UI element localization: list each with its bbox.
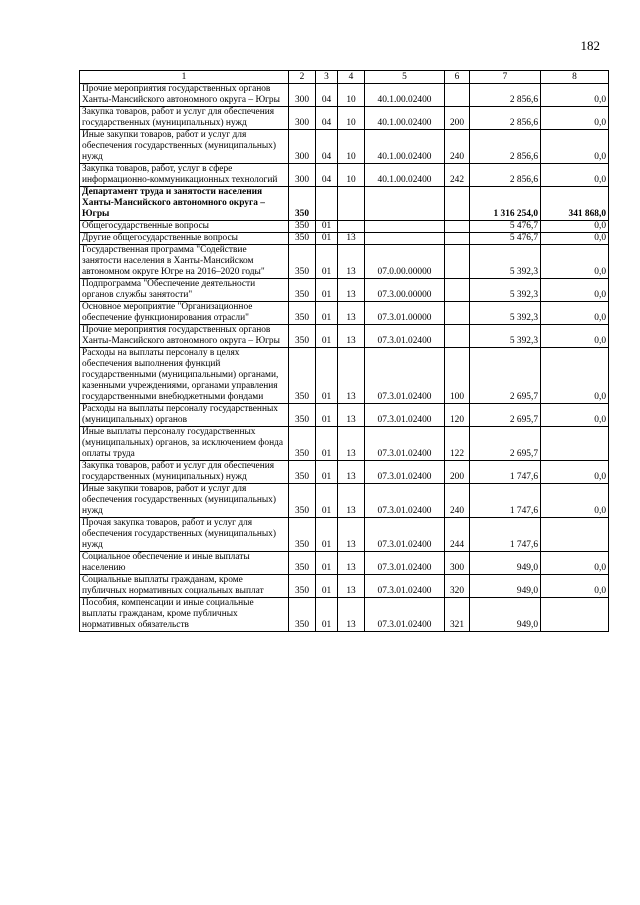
- cell-amount: 1 316 254,0: [470, 187, 541, 221]
- cell-amount: 5 476,7: [470, 221, 541, 233]
- cell-expense-type: [445, 233, 470, 245]
- table-row: [80, 107, 609, 130]
- table-body: [80, 84, 609, 632]
- cell-razdel: 01: [316, 461, 338, 484]
- row-name: Прочая закупка товаров, работ и услуг для обеспечения государственных (муниципальных) нужд: [80, 518, 289, 552]
- table-row: [80, 302, 609, 325]
- cell-podrazdel: 13: [338, 461, 365, 484]
- row-name: Расходы на выплаты персоналу государственных (муниципальных) органов: [80, 404, 289, 427]
- cell-razdel: 01: [316, 484, 338, 518]
- cell-podrazdel: [338, 221, 365, 233]
- cell-amount: 949,0: [470, 575, 541, 598]
- cell-glava: 300: [289, 84, 316, 107]
- cell-razdel: 04: [316, 164, 338, 187]
- cell-glava: 350: [289, 461, 316, 484]
- cell-amount-subvention: [541, 598, 609, 632]
- cell-amount-subvention: [541, 427, 609, 461]
- cell-expense-type: 320: [445, 575, 470, 598]
- cell-expense-type: 200: [445, 461, 470, 484]
- cell-amount-subvention: 0,0: [541, 348, 609, 404]
- cell-glava: 350: [289, 325, 316, 348]
- cell-razdel: [316, 187, 338, 221]
- cell-expense-type: 321: [445, 598, 470, 632]
- cell-amount-subvention: 0,0: [541, 279, 609, 302]
- row-name: Прочие мероприятия государственных органов Ханты-Мансийского автономного округа – Югры: [80, 325, 289, 348]
- cell-amount-subvention: 0,0: [541, 221, 609, 233]
- table-row: [80, 598, 609, 632]
- cell-expense-type: [445, 245, 470, 279]
- cell-expense-type: 300: [445, 552, 470, 575]
- cell-target-article: 07.3.01.02400: [365, 518, 445, 552]
- table-row: [80, 233, 609, 245]
- column-header: 6: [445, 71, 470, 84]
- cell-amount-subvention: [541, 518, 609, 552]
- budget-table: [79, 70, 609, 632]
- table-row: [80, 164, 609, 187]
- cell-amount: 2 695,7: [470, 348, 541, 404]
- cell-target-article: 07.3.01.02400: [365, 575, 445, 598]
- row-name: Подпрограмма "Обеспечение деятельности органов службы занятости": [80, 279, 289, 302]
- cell-glava: 350: [289, 404, 316, 427]
- cell-amount: 5 392,3: [470, 302, 541, 325]
- cell-amount-subvention: 0,0: [541, 107, 609, 130]
- row-name: Иные закупки товаров, работ и услуг для обеспечения государственных (муниципальных) нужд: [80, 484, 289, 518]
- cell-expense-type: 240: [445, 484, 470, 518]
- cell-amount: 2 856,6: [470, 130, 541, 164]
- cell-amount-subvention: 0,0: [541, 552, 609, 575]
- cell-glava: 300: [289, 164, 316, 187]
- cell-expense-type: 244: [445, 518, 470, 552]
- row-name: Расходы на выплаты персоналу в целях обеспечения выполнения функций государственными (муниципальными) органами, казенными учреждениями, органами управления государственными внебюджетными фондами: [80, 348, 289, 404]
- cell-razdel: 01: [316, 552, 338, 575]
- row-name: Прочие мероприятия государственных органов Ханты-Мансийского автономного округа – Югры: [80, 84, 289, 107]
- cell-razdel: 04: [316, 130, 338, 164]
- cell-expense-type: [445, 279, 470, 302]
- header-row: [80, 71, 609, 84]
- cell-razdel: 01: [316, 233, 338, 245]
- cell-target-article: 07.3.01.02400: [365, 427, 445, 461]
- column-header: 5: [365, 71, 445, 84]
- row-name: Социальные выплаты гражданам, кроме публичных нормативных социальных выплат: [80, 575, 289, 598]
- cell-expense-type: [445, 302, 470, 325]
- cell-podrazdel: 13: [338, 279, 365, 302]
- cell-amount-subvention: 0,0: [541, 404, 609, 427]
- table-row: [80, 461, 609, 484]
- cell-podrazdel: 10: [338, 130, 365, 164]
- cell-razdel: 04: [316, 107, 338, 130]
- cell-expense-type: [445, 84, 470, 107]
- cell-amount: 2 856,6: [470, 107, 541, 130]
- cell-target-article: 07.3.00.00000: [365, 279, 445, 302]
- cell-razdel: 01: [316, 427, 338, 461]
- cell-razdel: 04: [316, 84, 338, 107]
- cell-amount-subvention: 0,0: [541, 484, 609, 518]
- row-name: Социальное обеспечение и иные выплаты населению: [80, 552, 289, 575]
- cell-amount-subvention: 0,0: [541, 461, 609, 484]
- table-row: [80, 575, 609, 598]
- cell-glava: 350: [289, 552, 316, 575]
- cell-glava: 350: [289, 575, 316, 598]
- cell-razdel: 01: [316, 279, 338, 302]
- row-name: Иные закупки товаров, работ и услуг для обеспечения государственных (муниципальных) нужд: [80, 130, 289, 164]
- cell-podrazdel: 13: [338, 484, 365, 518]
- cell-target-article: 07.3.01.02400: [365, 404, 445, 427]
- table-row: [80, 427, 609, 461]
- cell-target-article: [365, 233, 445, 245]
- cell-amount-subvention: 0,0: [541, 245, 609, 279]
- cell-target-article: 07.3.01.02400: [365, 552, 445, 575]
- cell-amount: 5 392,3: [470, 325, 541, 348]
- cell-target-article: [365, 187, 445, 221]
- column-header: 7: [470, 71, 541, 84]
- cell-amount-subvention: 0,0: [541, 575, 609, 598]
- cell-podrazdel: [338, 187, 365, 221]
- cell-target-article: 07.3.01.02400: [365, 325, 445, 348]
- table-row: [80, 221, 609, 233]
- cell-expense-type: 240: [445, 130, 470, 164]
- cell-razdel: 01: [316, 404, 338, 427]
- cell-amount: 5 476,7: [470, 233, 541, 245]
- row-name: Пособия, компенсации и иные социальные выплаты гражданам, кроме публичных нормативных обязательств: [80, 598, 289, 632]
- cell-podrazdel: 13: [338, 404, 365, 427]
- cell-podrazdel: 13: [338, 552, 365, 575]
- cell-amount: 949,0: [470, 598, 541, 632]
- cell-razdel: 01: [316, 221, 338, 233]
- cell-expense-type: [445, 221, 470, 233]
- cell-amount: 2 695,7: [470, 404, 541, 427]
- row-name: Основное мероприятие "Организационное обеспечение функционирования отрасли": [80, 302, 289, 325]
- row-name: Другие общегосударственные вопросы: [80, 233, 289, 245]
- cell-amount-subvention: 0,0: [541, 302, 609, 325]
- cell-glava: 300: [289, 130, 316, 164]
- cell-amount-subvention: 341 868,0: [541, 187, 609, 221]
- cell-target-article: 07.3.01.00000: [365, 302, 445, 325]
- cell-razdel: 01: [316, 325, 338, 348]
- cell-razdel: 01: [316, 518, 338, 552]
- cell-amount: 2 856,6: [470, 164, 541, 187]
- cell-target-article: 07.3.01.02400: [365, 598, 445, 632]
- table-row: [80, 552, 609, 575]
- column-header: 3: [316, 71, 338, 84]
- cell-expense-type: 200: [445, 107, 470, 130]
- row-name: Общегосударственные вопросы: [80, 221, 289, 233]
- table-row: [80, 484, 609, 518]
- table-row: [80, 84, 609, 107]
- cell-podrazdel: 13: [338, 598, 365, 632]
- page-number: 182: [580, 38, 600, 53]
- cell-amount-subvention: 0,0: [541, 233, 609, 245]
- table-row: [80, 130, 609, 164]
- cell-target-article: 07.3.01.02400: [365, 461, 445, 484]
- cell-podrazdel: 13: [338, 575, 365, 598]
- cell-amount: 2 695,7: [470, 427, 541, 461]
- cell-glava: 350: [289, 484, 316, 518]
- cell-glava: 350: [289, 598, 316, 632]
- cell-podrazdel: 13: [338, 245, 365, 279]
- cell-amount: 2 856,6: [470, 84, 541, 107]
- cell-glava: 350: [289, 302, 316, 325]
- cell-podrazdel: 13: [338, 427, 365, 461]
- cell-amount: 5 392,3: [470, 245, 541, 279]
- cell-expense-type: 122: [445, 427, 470, 461]
- cell-target-article: 40.1.00.02400: [365, 107, 445, 130]
- cell-expense-type: [445, 325, 470, 348]
- column-header: 2: [289, 71, 316, 84]
- cell-amount-subvention: 0,0: [541, 325, 609, 348]
- cell-glava: 300: [289, 107, 316, 130]
- cell-amount: 949,0: [470, 552, 541, 575]
- cell-glava: 350: [289, 279, 316, 302]
- cell-expense-type: [445, 187, 470, 221]
- cell-razdel: 01: [316, 598, 338, 632]
- cell-razdel: 01: [316, 245, 338, 279]
- row-name: Иные выплаты персоналу государственных (муниципальных) органов, за исключением фонда оплаты труда: [80, 427, 289, 461]
- cell-target-article: 40.1.00.02400: [365, 84, 445, 107]
- cell-target-article: 40.1.00.02400: [365, 130, 445, 164]
- cell-target-article: 40.1.00.02400: [365, 164, 445, 187]
- cell-amount: 1 747,6: [470, 461, 541, 484]
- cell-podrazdel: 13: [338, 348, 365, 404]
- cell-amount: 1 747,6: [470, 484, 541, 518]
- cell-podrazdel: 10: [338, 107, 365, 130]
- table-row: [80, 187, 609, 221]
- table-row: [80, 404, 609, 427]
- row-name: Закупка товаров, работ, услуг в сфере информационно-коммуникационных технологий: [80, 164, 289, 187]
- table-row: [80, 279, 609, 302]
- cell-target-article: 07.0.00.00000: [365, 245, 445, 279]
- table-row: [80, 325, 609, 348]
- row-name: Закупка товаров, работ и услуг для обеспечения государственных (муниципальных) нужд: [80, 461, 289, 484]
- cell-target-article: 07.3.01.02400: [365, 484, 445, 518]
- cell-podrazdel: 13: [338, 233, 365, 245]
- cell-glava: 350: [289, 187, 316, 221]
- cell-podrazdel: 13: [338, 325, 365, 348]
- cell-glava: 350: [289, 348, 316, 404]
- cell-amount-subvention: 0,0: [541, 130, 609, 164]
- cell-glava: 350: [289, 233, 316, 245]
- cell-expense-type: 100: [445, 348, 470, 404]
- cell-expense-type: 120: [445, 404, 470, 427]
- cell-target-article: [365, 221, 445, 233]
- cell-razdel: 01: [316, 302, 338, 325]
- table-row: [80, 245, 609, 279]
- row-name: Департамент труда и занятости населения Ханты-Мансийского автономного округа – Югры: [80, 187, 289, 221]
- cell-target-article: 07.3.01.02400: [365, 348, 445, 404]
- cell-podrazdel: 13: [338, 302, 365, 325]
- cell-glava: 350: [289, 221, 316, 233]
- cell-podrazdel: 10: [338, 164, 365, 187]
- cell-podrazdel: 13: [338, 518, 365, 552]
- column-header: 8: [541, 71, 609, 84]
- cell-podrazdel: 10: [338, 84, 365, 107]
- cell-expense-type: 242: [445, 164, 470, 187]
- row-name: Закупка товаров, работ и услуг для обеспечения государственных (муниципальных) нужд: [80, 107, 289, 130]
- column-header: 1: [80, 71, 289, 84]
- cell-razdel: 01: [316, 575, 338, 598]
- cell-razdel: 01: [316, 348, 338, 404]
- row-name: Государственная программа "Содействие занятости населения в Ханты-Мансийском автономном округе Югре на 2016–2020 годы": [80, 245, 289, 279]
- table-row: [80, 348, 609, 404]
- cell-amount: 1 747,6: [470, 518, 541, 552]
- cell-amount-subvention: 0,0: [541, 164, 609, 187]
- cell-amount: 5 392,3: [470, 279, 541, 302]
- column-header: 4: [338, 71, 365, 84]
- cell-glava: 350: [289, 427, 316, 461]
- cell-amount-subvention: 0,0: [541, 84, 609, 107]
- cell-glava: 350: [289, 518, 316, 552]
- table-row: [80, 518, 609, 552]
- cell-glava: 350: [289, 245, 316, 279]
